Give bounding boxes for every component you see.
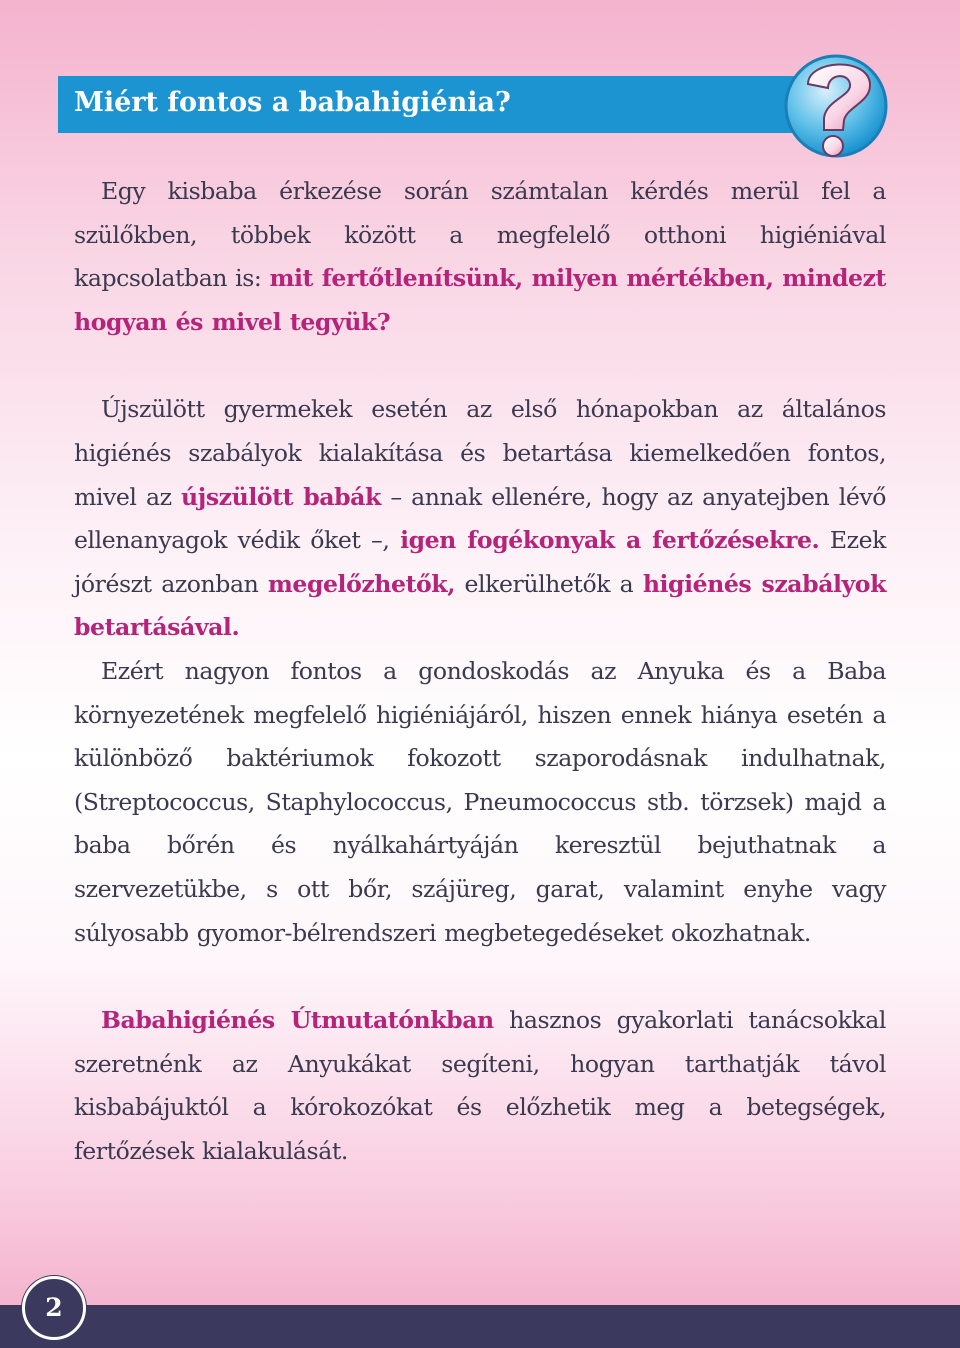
paragraph-text: elkerülhetők a: [454, 569, 643, 598]
paragraph-guide: [74, 999, 886, 1173]
highlight-text: megelőzhetők,: [267, 569, 455, 598]
paragraph-text: Ezek jórészt azonban: [74, 526, 886, 598]
paragraph-newborn: [74, 388, 886, 650]
paragraph-text: Újszülött gyermekek esetén az első hónapokban az általános higiénés szabályok kialakítása és betartása kiemelkedően fontos, mivel az: [74, 395, 886, 511]
highlight-text: mit fertőtlenítsünk, milyen mértékben, mindezt hogyan és mivel tegyük?: [74, 264, 887, 336]
paragraph-text: Ezért nagyon fontos a gondoskodás az Anyuka és a Baba környezetének megfelelő higiéniájáról, hiszen ennek hiánya esetén a különböző baktériumok fokozott szaporodásnak indulhatnak, (Streptococcus, Staphylococcus, Pneumococcus stb. törzsek) majd a baba bőrén és nyálkahártyáján keresztül bejuthatnak a szervezetükbe, s ott bőr, szájüreg, garat, valamint enyhe vagy súlyosabb gyomor-bélrendszeri megbetegedéseket okozhatnak.: [74, 656, 886, 947]
paragraph-text: hasznos gyakorlati tanácsokkal szeretnénk az Anyukákat segíteni, hogyan tarthatják távol kisbabájuktól a kórokozókat és előzhetik meg a betegségek, fertőzések kialakulását.: [74, 1006, 886, 1165]
page-title: Miért fontos a babahigiénia?: [74, 87, 511, 118]
paragraph-text: Egy kisbaba érkezése során számtalan kérdés merül fel a szülőkben, többek között a megfelelő otthoni higiéniával kapcsolatban is:: [74, 177, 886, 293]
paragraph-intro: [74, 170, 886, 344]
page-number: 2: [45, 1293, 63, 1322]
highlight-text: újszülött babák: [181, 482, 381, 511]
highlight-text: igen fogékonyak a fertőzésekre.: [400, 526, 820, 555]
paragraph-text: – annak ellenére, hogy az anyatejben lévő ellenanyagok védik őket –,: [74, 482, 886, 555]
paragraph-bacteria: [74, 650, 886, 955]
highlight-text: higiénés szabályok betartásával.: [74, 569, 886, 642]
page-number-badge: [22, 1276, 86, 1340]
body-text: [74, 170, 886, 1173]
footer-bar: [0, 1305, 960, 1348]
highlight-text: Babahigiénés Útmutatónkban: [101, 1006, 494, 1035]
section-title-bar: [58, 76, 818, 133]
question-mark-icon: [778, 46, 890, 170]
